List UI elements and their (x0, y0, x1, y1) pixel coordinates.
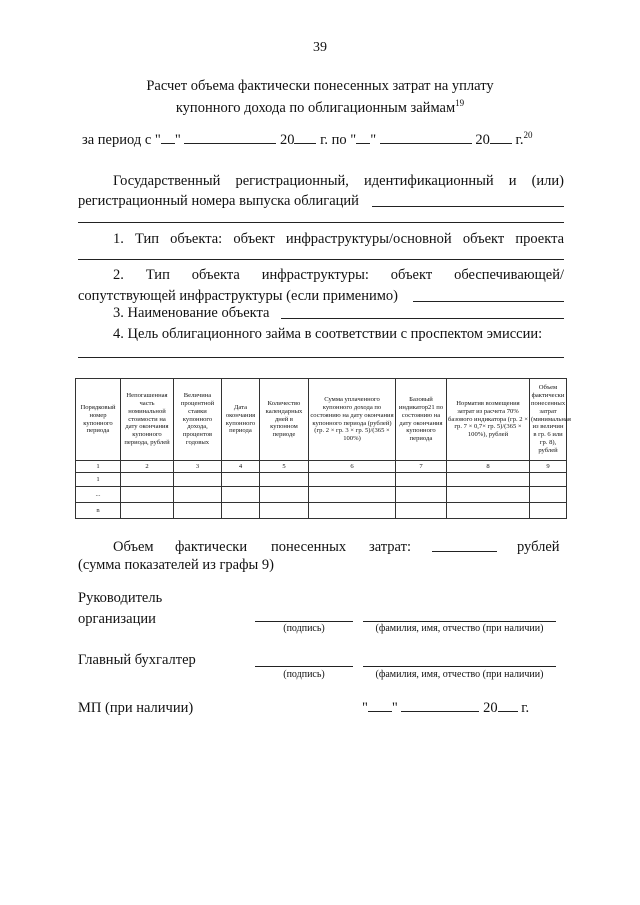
period-footnote: 20 (523, 130, 533, 140)
item-4-line (113, 323, 542, 345)
accountant-name-field[interactable] (363, 666, 556, 667)
header-cell: Количество календарных дней в купонном периоде (260, 379, 309, 461)
item-2-word-3: инфраструктуры: (261, 267, 369, 283)
table-cell[interactable] (530, 503, 567, 519)
header-cell: Сумма уплаченного купонного дохода по состоянию на дату окончания купонного периода (рублей) (гр. 2 × гр. 3 × гр. 5)/(365 × 100%) (309, 379, 396, 461)
item-1-word-3: объект (233, 231, 275, 247)
item-3-label: 3. Наименование объекта (113, 305, 270, 321)
date-suffix: г. (521, 700, 530, 716)
coupon-table (75, 378, 571, 519)
item-3-blank[interactable] (281, 318, 564, 319)
item-1-word-6: проекта (515, 231, 565, 247)
header-cell: Базовый индикатор21 по состоянию на дату окончания купонного периода (396, 379, 447, 461)
period-end-day-blank[interactable] (356, 143, 370, 144)
table-cell[interactable] (260, 503, 309, 519)
date-line (362, 700, 529, 717)
item-2-word-1: 2. Тип (113, 267, 170, 283)
item-2-word-2: объекта (191, 267, 240, 283)
total-unit: рублей (517, 539, 560, 555)
item-3-line (113, 302, 269, 324)
column-number: 1 (76, 461, 121, 473)
head-name-field[interactable] (363, 621, 556, 622)
period-text-7: г. (515, 131, 524, 148)
date-quote-close: " (391, 700, 398, 716)
table-header-row (76, 379, 567, 461)
total-word-2: фактически (175, 539, 248, 555)
table-cell[interactable] (260, 473, 309, 487)
title-footnote: 19 (455, 98, 465, 108)
item-1-line (113, 228, 564, 250)
reg-word-2: регистрационный, (235, 173, 349, 189)
reg-word-3: идентификационный (364, 173, 494, 189)
head-label (78, 588, 162, 630)
reg-number-blank-2[interactable] (78, 222, 564, 223)
period-end-month-blank[interactable] (380, 143, 472, 144)
table-cell[interactable] (530, 473, 567, 487)
table-cell[interactable] (222, 503, 260, 519)
table-row (76, 473, 567, 487)
period-text-5: " (370, 131, 377, 148)
accountant-name-caption: (фамилия, имя, отчество (при наличии) (375, 669, 544, 680)
title-line-1: Расчет объема фактически понесенных затрат на уплату (146, 78, 494, 94)
table-cell[interactable] (174, 503, 222, 519)
table-cell[interactable] (309, 487, 396, 503)
item-4-label: 4. Цель облигационного займа в соответствии с проспектом эмиссии: (113, 326, 543, 342)
reg-number-line-2 (78, 190, 359, 212)
head-signature-caption: (подпись) (283, 623, 325, 634)
column-number: 3 (174, 461, 222, 473)
title-line-2-text: купонного дохода по облигационным займам (175, 99, 456, 116)
item-4-blank[interactable] (78, 357, 564, 358)
reg-number-blank[interactable] (372, 206, 564, 207)
column-number: 9 (530, 461, 567, 473)
total-word-1: Объем (113, 539, 154, 555)
table-cell[interactable] (396, 487, 447, 503)
table-cell[interactable] (260, 487, 309, 503)
header-cell: Норматив возмещения затрат из расчета 70% базового индикатора (гр. 2 × гр. 7 × 0,7× гр. 5)/(365 × 100%), рублей (447, 379, 530, 461)
table-cell[interactable] (222, 487, 260, 503)
item-1-word-5: объект (462, 231, 505, 247)
header-cell: Величина процентной ставки купонного дохода, процентов годовых (174, 379, 222, 461)
reg-word-4: и (или) (508, 173, 564, 189)
table-cell[interactable] (530, 487, 567, 503)
item-1-word-4: инфраструктуры/основной (285, 231, 452, 247)
column-number: 5 (260, 461, 309, 473)
header-cell: Порядковый номер купонного периода (76, 379, 121, 461)
period-end-year-blank[interactable] (490, 143, 512, 144)
accountant-signature-caption: (подпись) (283, 669, 325, 680)
total-line-2 (78, 554, 274, 576)
period-start-day-blank[interactable] (161, 143, 175, 144)
total-word-3: понесенных (271, 539, 347, 555)
page-number: 39 (313, 40, 327, 55)
table-cell[interactable] (121, 487, 174, 503)
item-2-word-4: объект (390, 267, 433, 283)
period-text-3: 20 (279, 131, 295, 148)
head-name-caption: (фамилия, имя, отчество (при наличии) (375, 623, 544, 634)
row-label: 1 (76, 473, 121, 487)
column-number: 4 (222, 461, 260, 473)
table-row (76, 503, 567, 519)
accountant-label: Главный бухгалтер (78, 652, 196, 668)
item-1-word-2: объекта: (170, 231, 223, 247)
head-signature-field[interactable] (255, 621, 353, 622)
title-line-2 (60, 95, 580, 117)
head-label-line-2: организации (78, 611, 156, 627)
date-month-blank[interactable] (401, 711, 479, 712)
header-cell: Непогашенная часть номинальной стоимости на дату окончания купонного периода, рублей (121, 379, 174, 461)
item-1-blank[interactable] (78, 259, 564, 260)
table-cell[interactable] (121, 503, 174, 519)
total-amount-blank[interactable] (432, 551, 497, 552)
table-cell[interactable] (396, 473, 447, 487)
table-cell[interactable] (447, 503, 530, 519)
date-quote-open: " (362, 700, 368, 716)
table-cell[interactable] (174, 487, 222, 503)
table-cell[interactable] (222, 473, 260, 487)
head-label-line-1: Руководитель (78, 590, 163, 606)
item-2-label: сопутствующей инфраструктуры (если применимо) (78, 288, 398, 304)
row-label: ... (76, 487, 121, 503)
table-cell[interactable] (309, 473, 396, 487)
period-prefix: за период с " (82, 131, 161, 148)
period-start-month-blank[interactable] (184, 143, 276, 144)
column-number: 8 (447, 461, 530, 473)
period-start-year-blank[interactable] (294, 143, 316, 144)
row-label: n (76, 503, 121, 519)
item-2-blank[interactable] (413, 301, 564, 302)
reg-word-1: Государственный (113, 173, 221, 189)
stamp-label: МП (при наличии) (78, 700, 194, 716)
total-note: (сумма показателей из графы 9) (78, 557, 274, 573)
table-cell[interactable] (309, 503, 396, 519)
date-year-prefix: 20 (483, 700, 498, 716)
period-text-6: 20 (475, 131, 490, 148)
item-1-word-1: 1. Тип (113, 231, 160, 247)
period-line (82, 130, 532, 149)
accountant-signature-field[interactable] (255, 666, 353, 667)
reg-number-label: регистрационный номера выпуска облигаций (78, 193, 359, 209)
column-number-row (76, 461, 567, 473)
table-cell[interactable] (174, 473, 222, 487)
page-title (60, 78, 580, 117)
header-cell: Объем фактически понесенных затрат (минимальная из величин в гр. 6 или гр. 8), рублей (530, 379, 567, 461)
table-cell[interactable] (447, 473, 530, 487)
table-row (76, 487, 567, 503)
header-cell: Дата окончания купонного периода (222, 379, 260, 461)
date-year-blank[interactable] (498, 711, 518, 712)
item-2-word-5: обеспечивающей/ (454, 267, 564, 283)
item-2-line-1 (113, 264, 564, 286)
table-cell[interactable] (121, 473, 174, 487)
date-day-blank[interactable] (368, 711, 392, 712)
table-cell[interactable] (447, 487, 530, 503)
table-cell[interactable] (396, 503, 447, 519)
period-text-2: " (174, 131, 181, 148)
total-word-4: затрат: (369, 539, 411, 555)
column-number: 2 (121, 461, 174, 473)
period-text-4: г. по " (320, 131, 357, 148)
column-number: 7 (396, 461, 447, 473)
column-number: 6 (309, 461, 396, 473)
reg-number-line-1 (113, 170, 564, 192)
